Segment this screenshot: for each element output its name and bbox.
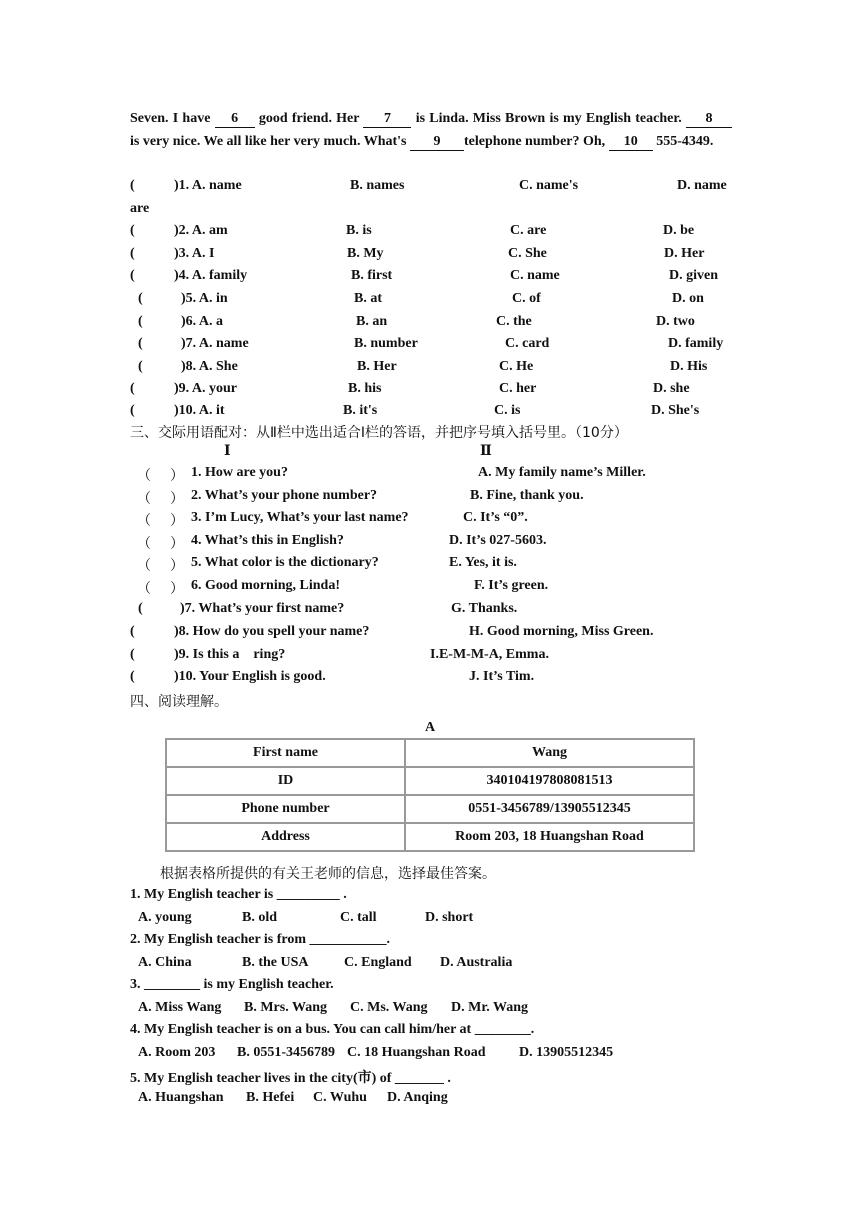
answer-paren: ( — [138, 359, 143, 374]
passage-text: is Linda. Miss Brown is my English teacher. — [415, 111, 682, 126]
answer-paren-open: （ — [137, 536, 151, 552]
section-title: 四、阅读理解。 — [130, 694, 228, 710]
option-d: D. Mr. Wang — [451, 1000, 529, 1015]
option-d: D. on — [672, 291, 704, 306]
option-d: D. two — [656, 314, 695, 329]
question-item: )8. How do you spell your name? — [174, 624, 370, 639]
option-a: )6. A. a — [181, 314, 223, 329]
option-d: D. short — [425, 910, 474, 925]
table-key: Address — [166, 823, 405, 851]
answer-item: B. Fine, thank you. — [470, 488, 584, 503]
option-c: C. England — [344, 955, 412, 970]
answer-paren: ( — [130, 624, 135, 639]
answer-paren: ( — [130, 178, 135, 193]
option-a: )1. A. name — [174, 178, 242, 193]
option-d: D. given — [669, 268, 718, 283]
passage-text: 555-4349. — [656, 134, 714, 149]
question-item: )10. Your English is good. — [174, 669, 326, 684]
reading-instruction: 根据表格所提供的有关王老师的信息，选择最佳答案。 — [160, 866, 496, 882]
answer-paren: ( — [130, 647, 135, 662]
answer-paren-close: ） — [170, 581, 184, 597]
option-b: B. Her — [357, 359, 397, 374]
option-a: )2. A. am — [174, 223, 228, 238]
option-b: B. My — [347, 246, 384, 261]
teacher-info-table — [165, 738, 695, 852]
answer-paren: ( — [130, 246, 135, 261]
question-text: 2. My English teacher is from ___________. — [130, 932, 391, 947]
option-d: D. 13905512345 — [519, 1045, 614, 1060]
question-text: 3. ________ is my English teacher. — [130, 977, 334, 992]
option-c: C. tall — [340, 910, 377, 925]
answer-item: J. It’s Tim. — [469, 669, 535, 684]
answer-paren: ( — [138, 336, 143, 351]
passage-text: is very nice. We all like her very much. What's — [130, 134, 407, 149]
option-d: D. Anqing — [387, 1090, 448, 1105]
answer-paren: ( — [130, 403, 135, 418]
option-b: B. the USA — [242, 955, 309, 970]
table-row — [166, 739, 694, 767]
answer-paren: ( — [138, 601, 143, 616]
option-d: D. His — [670, 359, 708, 374]
question-item: 6. Good morning, Linda! — [191, 578, 340, 593]
question-item: 3. I’m Lucy, What’s your last name? — [191, 510, 409, 525]
answer-paren: ( — [130, 381, 135, 396]
option-b: B. names — [350, 178, 405, 193]
option-c: C. of — [512, 291, 541, 306]
answer-item: F. It’s green. — [474, 578, 549, 593]
answer-paren-close: ） — [170, 558, 184, 574]
option-a: A. China — [138, 955, 192, 970]
option-d: D. She's — [651, 403, 700, 418]
option-a: A. young — [138, 910, 192, 925]
passage-text: telephone number? Oh, — [464, 134, 606, 149]
option-d-wrap: are — [130, 201, 150, 216]
table-row — [166, 795, 694, 823]
answer-paren: ( — [130, 669, 135, 684]
answer-item: H. Good morning, Miss Green. — [469, 624, 654, 639]
table-row — [166, 767, 694, 795]
option-b: B. number — [354, 336, 418, 351]
table-value: Room 203, 18 Huangshan Road — [405, 823, 694, 851]
option-c: C. 18 Huangshan Road — [347, 1045, 486, 1060]
option-c: C. Ms. Wang — [350, 1000, 428, 1015]
option-c: C. Wuhu — [313, 1090, 367, 1105]
table-value: 0551-3456789/13905512345 — [405, 795, 694, 823]
option-a: A. Miss Wang — [138, 1000, 222, 1015]
table-key: ID — [166, 767, 405, 795]
option-d: D. Australia — [440, 955, 513, 970]
table-value: 340104197808081513 — [405, 767, 694, 795]
option-d: D. name — [677, 178, 727, 193]
passage-label: A — [425, 720, 436, 735]
passage-text: good friend. Her — [258, 111, 360, 126]
answer-paren-open: （ — [137, 558, 151, 574]
table-key: Phone number — [166, 795, 405, 823]
option-b: B. is — [346, 223, 372, 238]
answer-item: E. Yes, it is. — [449, 555, 517, 570]
answer-item: I.E-M-M-A, Emma. — [430, 647, 549, 662]
table-key: First name — [166, 739, 405, 767]
answer-paren-close: ） — [170, 513, 184, 529]
table-row — [166, 823, 694, 851]
option-a: )8. A. She — [181, 359, 238, 374]
answer-paren: ( — [130, 223, 135, 238]
option-c: C. She — [508, 246, 547, 261]
option-b: B. an — [356, 314, 388, 329]
table-value: Wang — [405, 739, 694, 767]
answer-item: A. My family name’s Miller. — [478, 465, 646, 480]
option-a: )7. A. name — [181, 336, 249, 351]
option-c: C. her — [499, 381, 537, 396]
option-a: A. Room 203 — [138, 1045, 216, 1060]
option-b: B. at — [354, 291, 382, 306]
blank-9: 9 — [410, 134, 464, 151]
answer-paren-open: （ — [137, 468, 151, 484]
option-b: B. 0551-3456789 — [237, 1045, 335, 1060]
answer-paren-close: ） — [170, 468, 184, 484]
option-d: D. family — [668, 336, 724, 351]
column-1-header: Ⅰ — [224, 444, 231, 459]
option-c: C. the — [496, 314, 532, 329]
question-item: 5. What color is the dictionary? — [191, 555, 379, 570]
option-c: C. is — [494, 403, 521, 418]
answer-paren-open: （ — [137, 581, 151, 597]
answer-item: D. It’s 027-5603. — [449, 533, 547, 548]
option-a: )9. A. your — [174, 381, 237, 396]
answer-paren-close: ） — [170, 491, 184, 507]
question-item: )9. Is this a ring? — [174, 647, 286, 662]
answer-paren-close: ） — [170, 536, 184, 552]
answer-paren: ( — [138, 291, 143, 306]
answer-paren: ( — [130, 268, 135, 283]
question-item: )7. What’s your first name? — [180, 601, 345, 616]
option-a: A. Huangshan — [138, 1090, 224, 1105]
answer-paren-open: （ — [137, 491, 151, 507]
option-b: B. Mrs. Wang — [244, 1000, 327, 1015]
option-a: )3. A. I — [174, 246, 215, 261]
blank-10: 10 — [609, 134, 653, 151]
option-a: )10. A. it — [174, 403, 225, 418]
question-text: 4. My English teacher is on a bus. You can call him/her at ________. — [130, 1022, 535, 1037]
passage-text: Seven. I have — [130, 111, 211, 126]
question-text: 1. My English teacher is _________ . — [130, 887, 347, 902]
answer-paren-open: （ — [137, 513, 151, 529]
cloze-passage — [130, 107, 732, 153]
option-c: C. card — [505, 336, 550, 351]
blank-7: 7 — [363, 111, 411, 128]
question-item: 2. What’s your phone number? — [191, 488, 378, 503]
option-c: C. are — [510, 223, 547, 238]
answer-item: G. Thanks. — [451, 601, 518, 616]
option-d: D. Her — [664, 246, 705, 261]
option-c: C. name — [510, 268, 560, 283]
option-b: B. it's — [343, 403, 378, 418]
option-b: B. Hefei — [246, 1090, 295, 1105]
option-a: )5. A. in — [181, 291, 228, 306]
option-c: C. He — [499, 359, 534, 374]
option-d: D. she — [653, 381, 690, 396]
question-item: 1. How are you? — [191, 465, 288, 480]
blank-6: 6 — [215, 111, 255, 128]
answer-paren: ( — [138, 314, 143, 329]
answer-item: C. It’s “0”. — [463, 510, 528, 525]
question-text: 5. My English teacher lives in the city(市) of _______ . — [130, 1071, 451, 1086]
option-b: B. old — [242, 910, 278, 925]
option-a: )4. A. family — [174, 268, 248, 283]
column-2-header: Ⅱ — [480, 444, 492, 459]
question-item: 4. What’s this in English? — [191, 533, 344, 548]
option-b: B. his — [348, 381, 382, 396]
section-title: 三、交际用语配对：从Ⅱ栏中选出适合Ⅰ栏的答语，并把序号填入括号里。（10分） — [130, 425, 628, 441]
option-d: D. be — [663, 223, 695, 238]
option-c: C. name's — [519, 178, 579, 193]
option-b: B. first — [351, 268, 393, 283]
blank-8: 8 — [686, 111, 732, 128]
